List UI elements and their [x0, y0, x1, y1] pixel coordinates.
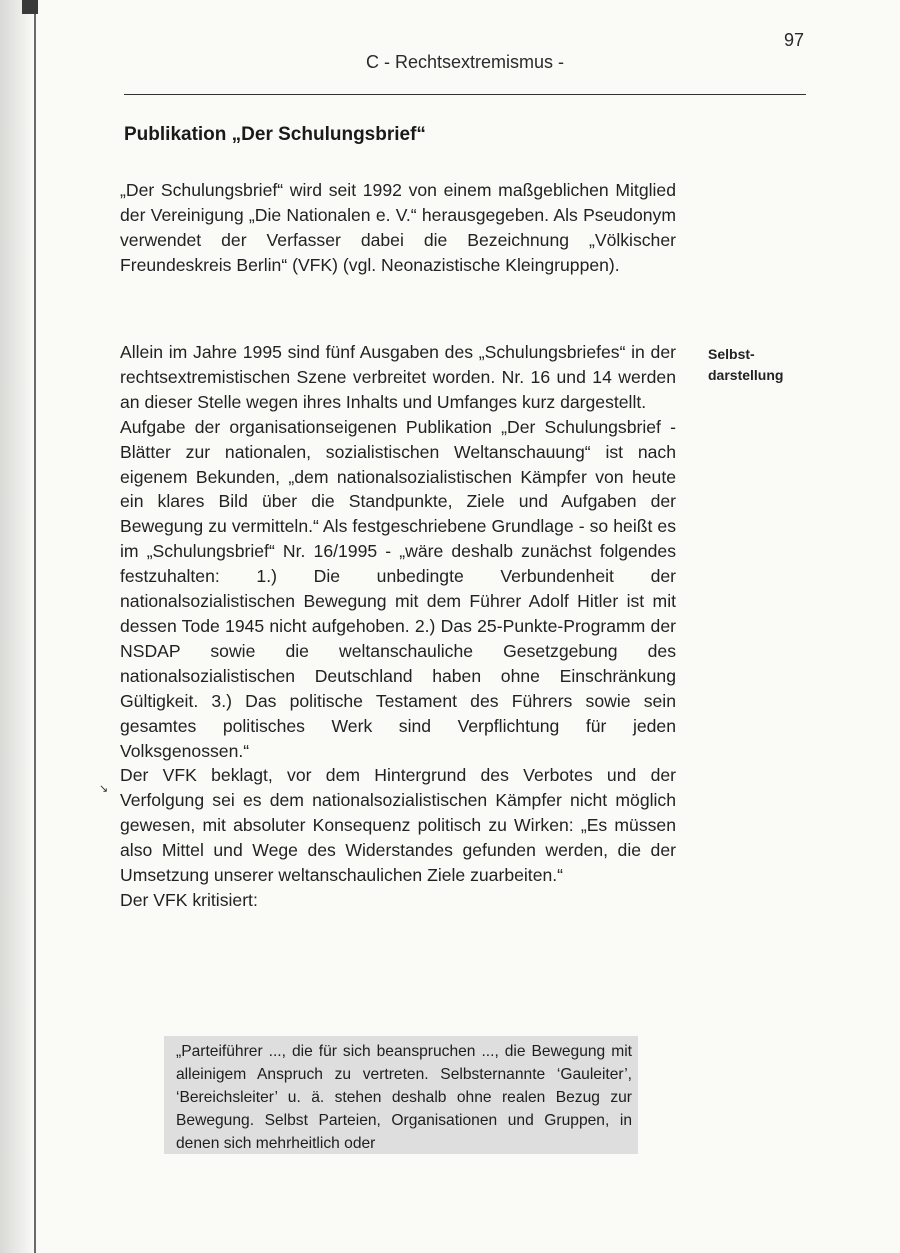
header-rule — [124, 94, 806, 95]
section-title: Publikation „Der Schulungsbrief“ — [124, 124, 426, 145]
margin-note-line-2: darstellung — [708, 367, 784, 383]
vfk-complaint-paragraph: Der VFK beklagt, vor dem Hintergrund des Verbotes und der Verfolgung sei es dem nationalsozialistischen Kämpfer nicht möglich gewesen, mit absoluter Konsequenz politisch zu Wirken: „Es müssen also Mittel und Wege des Widerstandes gefunden werden, die der Umsetzung unserer weltanschaulichen Ziele zuarbeiten.“ — [120, 765, 676, 886]
main-text-block — [120, 340, 676, 913]
self-portrayal-paragraph: Aufgabe der organisationseigenen Publikation „Der Schulungsbrief - Blätter zur nationalen, sozialistischen Weltanschauung“ ist nach eigenem Bekunden, „dem nationalsozialistischen Kämpfer von heute ein klares Bild über die Standpunkte, Ziele und Aufgaben der Bewegung zu vermitteln.“ Als festgeschriebene Grundlage - so heißt es im „Schulungsbrief“ Nr. 16/1995 - „wäre deshalb zunächst folgendes festzuhalten: 1.) Die unbedingte Verbundenheit der nationalsozialistischen Bewegung mit dem Führer Adolf Hitler ist mit dessen Tode 1945 nicht aufgehoben. 2.) Das 25-Punkte-Programm der NSDAP sowie die weltanschauliche Gesetzgebung des nationalsozialistischen Deutschland haben ohne Einschränkung Gültigkeit. 3.) Das politische Testament des Führers sowie sein gesamtes politisches Werk sind Verpflichtung für jeden Volksgenossen.“ — [120, 416, 676, 761]
scan-binding-edge — [34, 0, 36, 1253]
block-quote: „Parteiführer ..., die für sich beanspruchen ..., die Bewegung mit alleinigem Anspruch zu vertreten. Selbsternannte ‘Gauleiter’, ‘Bereichsleiter’ u. ä. stehen deshalb ohne realen Bezug zur Bewegung. Selbst Parteien, Organisationen und Gruppen, in denen sich mehrheitlich oder — [176, 1043, 632, 1152]
margin-note-line-1: Selbst- — [708, 346, 755, 362]
editions-paragraph: Allein im Jahre 1995 sind fünf Ausgaben des „Schulungsbriefes“ in der rechtsextremistischen Szene verbreitet worden. Nr. 16 und 14 werden an dieser Stelle wegen ihres Inhalts und Umfanges kurz dargestellt. — [120, 342, 676, 412]
running-header: C - Rechtsextremismus - — [365, 52, 565, 72]
stray-pen-mark: ↘ — [99, 783, 109, 795]
scan-binding-corner — [22, 0, 38, 14]
vfk-criticism-intro: Der VFK kritisiert: — [120, 889, 258, 910]
intro-paragraph: „Der Schulungsbrief“ wird seit 1992 von einem maßgeblichen Mitglied der Vereinigung „Die Nationalen e. V.“ herausgegeben. Als Pseudonym verwendet der Verfasser dabei die Bezeichnung „Völkischer Freundeskreis Berlin“ (VFK) (vgl. Neonazistische Kleingruppen). — [120, 180, 676, 275]
page-number: 97 — [783, 30, 804, 50]
margin-note — [708, 344, 818, 386]
scan-binding-shadow — [0, 0, 34, 1253]
